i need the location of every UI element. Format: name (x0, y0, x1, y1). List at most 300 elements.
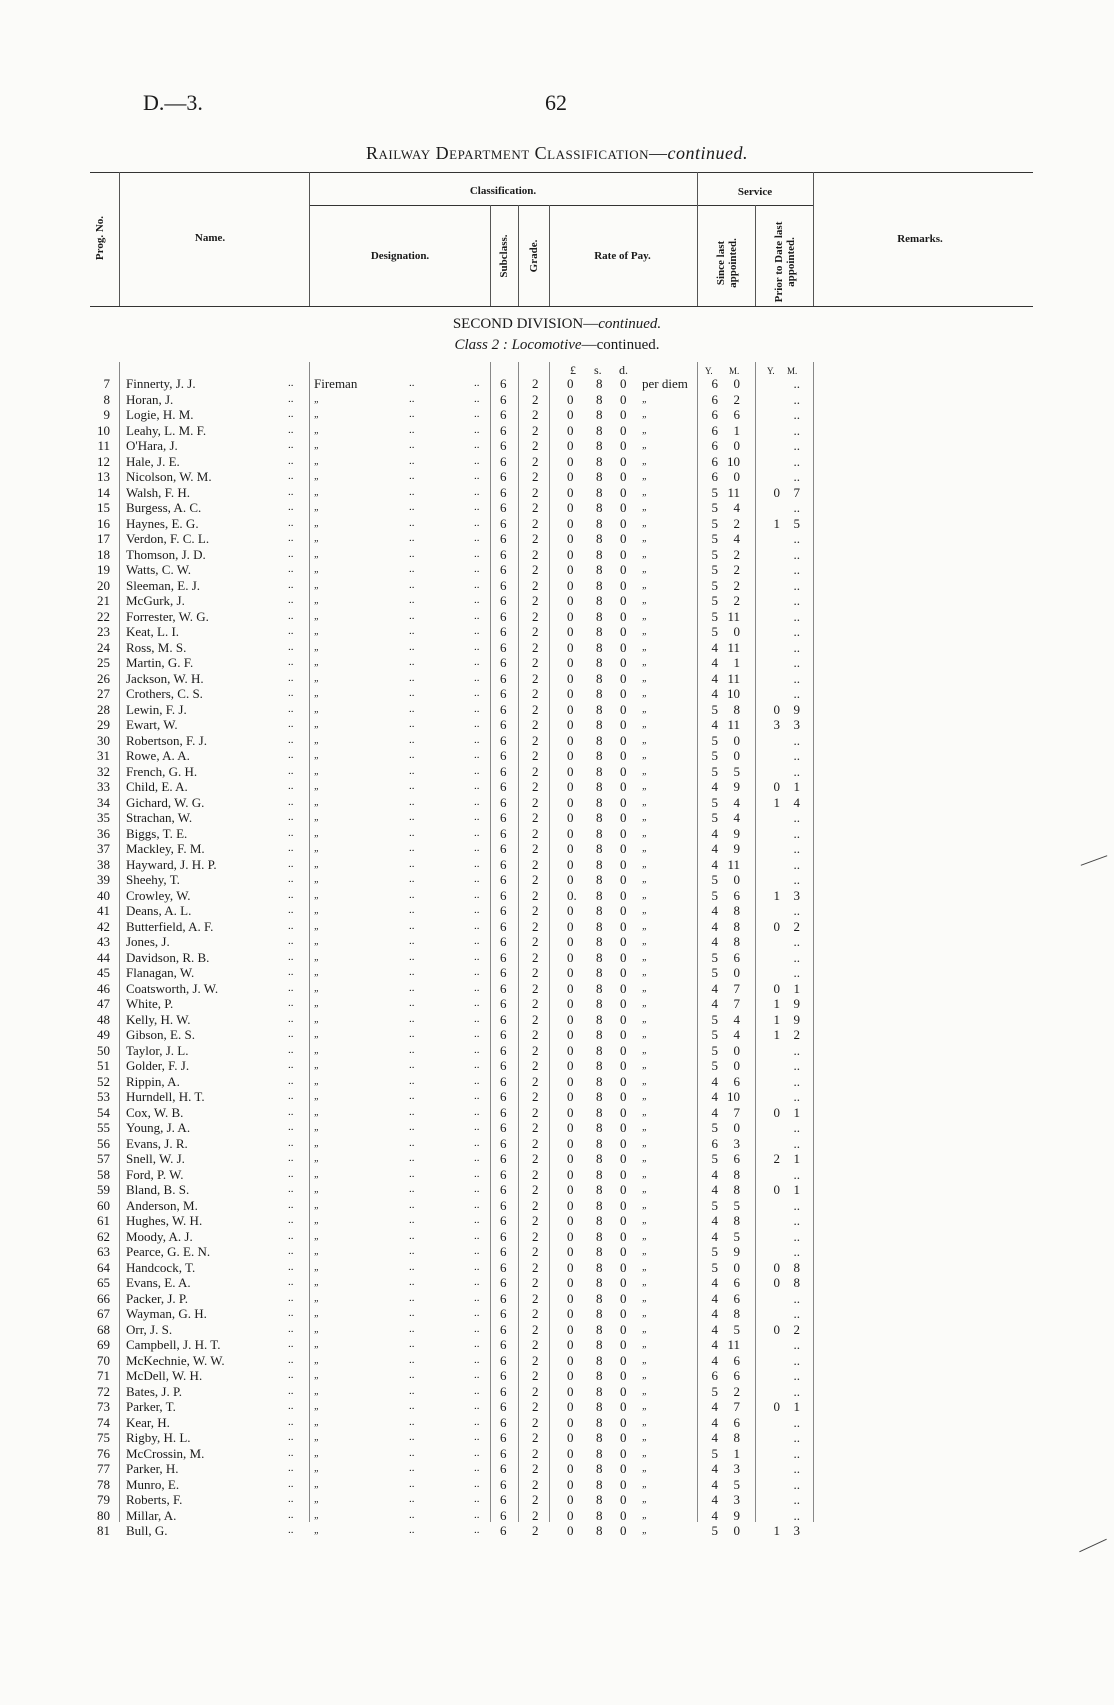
since-months-cell: 8 (733, 1213, 740, 1228)
table-row (0, 1027, 1114, 1042)
table-row (0, 1477, 1114, 1492)
pay-pounds-cell: 0 (567, 856, 574, 872)
since-years-cell: 4 (711, 1275, 718, 1290)
table-row (0, 996, 1114, 1011)
pay-pounds-cell: 0 (567, 1027, 574, 1042)
since-years-cell: 4 (711, 1492, 718, 1507)
pay-pence-cell: 0 (620, 1321, 627, 1337)
prior-months-cell: 7 (793, 484, 800, 500)
per-diem-cell: „ (642, 1308, 648, 1319)
leader-dots: .. (474, 501, 480, 513)
leader-dots: .. (409, 702, 415, 715)
subclass-cell: 6 (500, 1011, 507, 1027)
designation-cell: „ (314, 719, 320, 730)
since-months-cell: 9 (733, 779, 740, 794)
subclass-cell: 6 (500, 779, 507, 794)
prior-months-cell: .. (793, 965, 800, 980)
per-diem-cell: „ (642, 657, 648, 668)
prior-months-cell: 5 (793, 515, 800, 531)
leader-dots: .. (409, 1260, 415, 1273)
per-diem-cell: „ (642, 998, 648, 1009)
since-months-cell: 0 (733, 1523, 740, 1538)
unit-months-1: M. (729, 366, 740, 376)
since-years-cell: 6 (711, 453, 718, 469)
leader-dots: .. (474, 671, 480, 684)
prior-months-cell: .. (793, 1213, 800, 1228)
prog-no-cell: 47 (97, 996, 110, 1011)
since-months-cell: 6 (733, 949, 740, 965)
pay-shillings-cell: 8 (596, 1104, 603, 1120)
pay-pence-cell: 0 (620, 1073, 627, 1089)
per-diem-cell: „ (642, 920, 648, 932)
leader-dots: .. (409, 1229, 415, 1242)
table-row (0, 531, 1114, 546)
leader-dots: .. (288, 1152, 294, 1164)
leader-dots: .. (288, 842, 294, 854)
name-cell: Evans, J. R. (126, 1135, 188, 1151)
table-row (0, 1523, 1114, 1538)
grade-cell: 2 (532, 391, 539, 407)
table-row (0, 1213, 1114, 1228)
name-cell: Millar, A. (126, 1507, 177, 1523)
prior-months-cell: .. (793, 763, 800, 779)
designation-cell: „ (314, 1106, 320, 1118)
leader-dots: .. (474, 547, 480, 560)
subclass-cell: 6 (500, 1228, 507, 1244)
table-row (0, 1229, 1114, 1244)
leader-dots: .. (474, 842, 480, 854)
leader-dots: .. (288, 780, 294, 792)
since-months-cell: 6 (733, 407, 740, 422)
grade-cell: 2 (532, 1414, 539, 1430)
grade-cell: 2 (532, 1104, 539, 1120)
leader-dots: .. (409, 1043, 415, 1056)
per-diem-cell: „ (642, 1091, 648, 1102)
since-months-cell: 6 (733, 1414, 740, 1430)
pay-shillings-cell: 8 (596, 701, 603, 717)
pay-pence-cell: 0 (620, 639, 627, 655)
pay-pence-cell: 0 (620, 376, 627, 391)
leader-dots: .. (474, 1198, 480, 1211)
pay-pence-cell: 0 (620, 670, 627, 686)
subclass-cell: 6 (500, 1461, 507, 1476)
pay-shillings-cell: 8 (596, 1259, 603, 1275)
designation-cell: „ (314, 1432, 320, 1443)
prior-months-cell: .. (793, 376, 800, 391)
since-months-cell: 1 (733, 655, 740, 670)
table-row (0, 1415, 1114, 1430)
subclass-cell: 6 (500, 934, 507, 949)
leader-dots: .. (474, 1012, 480, 1025)
leader-dots: .. (409, 997, 415, 1009)
since-months-cell: 8 (733, 903, 740, 918)
per-diem-cell: „ (642, 703, 648, 715)
pay-pence-cell: 0 (620, 1445, 627, 1461)
pay-shillings-cell: 8 (596, 779, 603, 794)
pay-pounds-cell: 0 (567, 1228, 574, 1244)
leader-dots: .. (288, 640, 294, 653)
designation-cell: „ (314, 1292, 320, 1304)
name-cell: Gibson, E. S. (126, 1027, 195, 1042)
since-years-cell: 6 (711, 438, 718, 453)
pay-shillings-cell: 8 (596, 1073, 603, 1089)
designation-cell: „ (314, 1060, 320, 1071)
table-row (0, 795, 1114, 810)
pay-shillings-cell: 8 (596, 376, 603, 391)
prior-months-cell: 8 (793, 1275, 800, 1290)
name-cell: Thomson, J. D. (126, 546, 206, 562)
prog-no-cell: 38 (97, 856, 110, 872)
leader-dots: .. (409, 935, 415, 947)
per-diem-cell: „ (642, 1509, 648, 1521)
table-row (0, 1012, 1114, 1027)
since-months-cell: 8 (733, 1182, 740, 1197)
prog-no-cell: 8 (103, 391, 110, 407)
leader-dots: .. (474, 1462, 480, 1474)
per-diem-cell: „ (642, 734, 648, 746)
prog-no-cell: 80 (97, 1507, 110, 1523)
pay-shillings-cell: 8 (596, 1244, 603, 1259)
margin-mark (1079, 1539, 1107, 1553)
since-months-cell: 10 (727, 453, 740, 469)
name-cell: Handcock, T. (126, 1259, 196, 1275)
per-diem-cell: „ (642, 424, 648, 436)
prior-months-cell: 9 (793, 1011, 800, 1027)
grade-cell: 2 (532, 1058, 539, 1073)
pay-shillings-cell: 8 (596, 1306, 603, 1321)
pay-pounds-cell: 0 (567, 438, 574, 453)
designation-cell: „ (314, 1323, 320, 1335)
pay-pence-cell: 0 (620, 438, 627, 453)
prior-months-cell: 2 (793, 918, 800, 934)
designation-cell: „ (314, 455, 320, 467)
name-cell: O'Hara, J. (126, 438, 178, 453)
pay-shillings-cell: 8 (596, 1321, 603, 1337)
pay-pence-cell: 0 (620, 1027, 627, 1042)
pay-pounds-cell: 0 (567, 1523, 574, 1538)
prog-no-cell: 39 (97, 872, 110, 887)
per-diem-cell: „ (642, 1230, 648, 1242)
name-cell: Rippin, A. (126, 1073, 180, 1089)
table-row (0, 1384, 1114, 1399)
leader-dots: .. (474, 1276, 480, 1288)
leader-dots: .. (288, 578, 294, 591)
leader-dots: .. (474, 485, 480, 498)
pay-pence-cell: 0 (620, 1290, 627, 1306)
prog-no-cell: 50 (97, 1042, 110, 1058)
name-cell: Flanagan, W. (126, 965, 195, 980)
leader-dots: .. (409, 1322, 415, 1335)
grade-cell: 2 (532, 546, 539, 562)
designation-cell: „ (314, 595, 320, 606)
since-months-cell: 0 (733, 1259, 740, 1275)
prior-months-cell: 3 (793, 1523, 800, 1538)
since-years-cell: 5 (711, 965, 718, 980)
leader-dots: .. (288, 1384, 294, 1397)
table-row (0, 407, 1114, 422)
pay-pounds-cell: 0 (567, 1430, 574, 1445)
name-cell: Munro, E. (126, 1476, 180, 1492)
prior-months-cell: 2 (793, 1027, 800, 1042)
leader-dots: .. (409, 671, 415, 684)
pay-pounds-cell: 0 (567, 1321, 574, 1337)
subclass-cell: 6 (500, 1430, 507, 1445)
name-cell: Hale, J. E. (126, 453, 180, 469)
grade-cell: 2 (532, 531, 539, 546)
prior-months-cell: .. (793, 903, 800, 918)
grade-cell: 2 (532, 1073, 539, 1089)
subclass-cell: 6 (500, 639, 507, 655)
pay-pounds-cell: 0 (567, 996, 574, 1011)
grade-cell: 2 (532, 562, 539, 577)
pay-pounds-cell: 0 (567, 624, 574, 639)
designation-cell: „ (314, 440, 320, 451)
per-diem-cell: „ (642, 1370, 648, 1381)
prog-no-cell: 34 (97, 794, 110, 810)
since-years-cell: 4 (711, 1476, 718, 1492)
name-cell: Sleeman, E. J. (126, 577, 201, 593)
name-cell: Kelly, H. W. (126, 1011, 191, 1027)
per-diem-cell: „ (642, 1416, 648, 1428)
name-cell: Ross, M. S. (126, 639, 187, 655)
since-years-cell: 5 (711, 546, 718, 562)
prior-months-cell: .. (793, 670, 800, 686)
leader-dots: .. (474, 1353, 480, 1366)
since-years-cell: 6 (711, 1135, 718, 1151)
leader-dots: .. (288, 811, 294, 823)
table-row (0, 733, 1114, 748)
grade-cell: 2 (532, 825, 539, 841)
prog-no-cell: 48 (97, 1011, 110, 1027)
per-diem-cell: „ (642, 1339, 648, 1350)
header-name: Name. (194, 232, 226, 244)
prog-no-cell: 26 (97, 670, 110, 686)
leader-dots: .. (474, 1028, 480, 1040)
table-row (0, 888, 1114, 903)
pay-shillings-cell: 8 (596, 624, 603, 639)
since-years-cell: 5 (711, 531, 718, 546)
subclass-cell: 6 (500, 1073, 507, 1089)
pay-pounds-cell: 0 (567, 949, 574, 965)
prog-no-cell: 30 (97, 732, 110, 748)
grade-cell: 2 (532, 1306, 539, 1321)
designation-cell: „ (314, 734, 320, 746)
pay-shillings-cell: 8 (596, 887, 603, 903)
pay-shillings-cell: 8 (596, 500, 603, 515)
pay-shillings-cell: 8 (596, 763, 603, 779)
name-cell: Evans, E. A. (126, 1275, 191, 1290)
table-row (0, 950, 1114, 965)
table-row (0, 438, 1114, 453)
name-cell: White, P. (126, 996, 174, 1011)
per-diem-cell: „ (642, 812, 648, 823)
pay-pounds-cell: 0 (567, 422, 574, 438)
since-months-cell: 11 (727, 1337, 740, 1352)
since-years-cell: 4 (711, 1414, 718, 1430)
leader-dots: .. (474, 1074, 480, 1087)
pay-pounds-cell: 0 (567, 1120, 574, 1135)
since-years-cell: 5 (711, 624, 718, 639)
subclass-cell: 6 (500, 1135, 507, 1151)
pay-pounds-cell: 0 (567, 1352, 574, 1368)
pay-pounds-cell: 0 (567, 1073, 574, 1089)
designation-cell: „ (314, 641, 320, 653)
leader-dots: .. (474, 1090, 480, 1102)
pay-pence-cell: 0 (620, 407, 627, 422)
pay-pence-cell: 0 (620, 1476, 627, 1492)
designation-cell: „ (314, 1401, 320, 1412)
subclass-cell: 6 (500, 825, 507, 841)
leader-dots: .. (474, 764, 480, 777)
leader-dots: .. (409, 578, 415, 591)
leader-dots: .. (288, 702, 294, 715)
leader-dots: .. (409, 811, 415, 823)
per-diem-cell: „ (642, 951, 648, 963)
since-years-cell: 4 (711, 1461, 718, 1476)
pay-pounds-cell: 0 (567, 1461, 574, 1476)
table-row (0, 1120, 1114, 1135)
pay-pence-cell: 0 (620, 1182, 627, 1197)
per-diem-cell: „ (642, 1478, 648, 1490)
leader-dots: .. (288, 532, 294, 544)
designation-cell: „ (314, 1168, 320, 1180)
since-months-cell: 11 (727, 484, 740, 500)
name-cell: Rowe, A. A. (126, 748, 190, 763)
leader-dots: .. (409, 749, 415, 761)
grade-cell: 2 (532, 422, 539, 438)
name-cell: Packer, J. P. (126, 1290, 188, 1306)
table-row (0, 392, 1114, 407)
prior-months-cell: 9 (793, 996, 800, 1011)
subclass-cell: 6 (500, 794, 507, 810)
table-row (0, 562, 1114, 577)
leader-dots: .. (288, 1136, 294, 1149)
designation-cell: „ (314, 1044, 320, 1056)
leader-dots: .. (288, 392, 294, 405)
pay-shillings-cell: 8 (596, 1213, 603, 1228)
grade-cell: 2 (532, 1399, 539, 1414)
since-years-cell: 5 (711, 1058, 718, 1073)
pay-shillings-cell: 8 (596, 918, 603, 934)
grade-cell: 2 (532, 1461, 539, 1476)
pay-pence-cell: 0 (620, 903, 627, 918)
leader-dots: .. (288, 1028, 294, 1040)
subclass-cell: 6 (500, 1306, 507, 1321)
pay-shillings-cell: 8 (596, 949, 603, 965)
since-years-cell: 5 (711, 1244, 718, 1259)
since-months-cell: 8 (733, 1430, 740, 1445)
since-months-cell: 8 (733, 1166, 740, 1182)
since-months-cell: 0 (733, 732, 740, 748)
prior-months-cell: .. (793, 1306, 800, 1321)
pay-pence-cell: 0 (620, 1507, 627, 1523)
since-months-cell: 0 (733, 872, 740, 887)
since-years-cell: 4 (711, 934, 718, 949)
name-cell: Finnerty, J. J. (126, 376, 196, 391)
table-row (0, 903, 1114, 918)
leader-dots: .. (474, 1524, 480, 1536)
leader-dots: .. (409, 718, 415, 730)
leader-dots: .. (288, 516, 294, 529)
pay-pence-cell: 0 (620, 1368, 627, 1383)
since-years-cell: 4 (711, 841, 718, 856)
subclass-cell: 6 (500, 810, 507, 825)
leader-dots: .. (409, 501, 415, 513)
designation-cell: „ (314, 1013, 320, 1025)
leader-dots: .. (409, 873, 415, 885)
per-diem-cell: „ (642, 1029, 648, 1040)
prior-months-cell: 4 (793, 794, 800, 810)
subclass-cell: 6 (500, 469, 507, 484)
prior-months-cell: 3 (793, 717, 800, 732)
designation-cell: „ (314, 920, 320, 932)
leader-dots: .. (474, 377, 480, 389)
since-months-cell: 7 (733, 1104, 740, 1120)
table-row (0, 1043, 1114, 1058)
per-diem-cell: „ (642, 874, 648, 885)
leader-dots: .. (409, 1074, 415, 1087)
prior-months-cell: .. (793, 624, 800, 639)
per-diem-cell: „ (642, 548, 648, 560)
leader-dots: .. (288, 563, 294, 575)
per-diem-cell: „ (642, 967, 648, 978)
pay-shillings-cell: 8 (596, 1383, 603, 1399)
per-diem-cell: „ (642, 1246, 648, 1257)
prog-no-cell: 60 (97, 1197, 110, 1213)
subclass-cell: 6 (500, 903, 507, 918)
prog-no-cell: 36 (97, 825, 110, 841)
leader-dots: .. (288, 485, 294, 498)
leader-dots: .. (409, 1291, 415, 1304)
per-diem-cell: „ (642, 1494, 648, 1505)
table-row (0, 1151, 1114, 1166)
leader-dots: .. (288, 1508, 294, 1521)
leader-dots: .. (409, 1105, 415, 1118)
per-diem-cell: „ (642, 1075, 648, 1087)
table-row (0, 1275, 1114, 1290)
name-cell: Ewart, W. (126, 717, 178, 732)
subclass-cell: 6 (500, 1507, 507, 1523)
name-cell: Ford, P. W. (126, 1166, 184, 1182)
division-title: SECOND DIVISION— (452, 316, 599, 332)
leader-dots: .. (409, 1136, 415, 1149)
table-row (0, 1182, 1114, 1197)
leader-dots: .. (474, 795, 480, 808)
prog-no-cell: 70 (97, 1352, 110, 1368)
subclass-cell: 6 (500, 422, 507, 438)
per-diem-cell: „ (642, 471, 648, 482)
pay-pounds-cell: 0 (567, 1089, 574, 1104)
designation-cell: „ (314, 1277, 320, 1288)
prior-months-cell: .. (793, 1228, 800, 1244)
per-diem-cell: „ (642, 905, 648, 916)
grade-cell: 2 (532, 794, 539, 810)
leader-dots: .. (288, 873, 294, 885)
header-top-rule (90, 172, 1033, 173)
per-diem-cell: „ (642, 1168, 648, 1180)
pay-shillings-cell: 8 (596, 453, 603, 469)
grade-cell: 2 (532, 1120, 539, 1135)
per-diem-cell: „ (642, 1463, 648, 1474)
leader-dots: .. (474, 454, 480, 467)
prior-months-cell: .. (793, 639, 800, 655)
per-diem-cell: „ (642, 393, 648, 405)
pay-pounds-cell: 0 (567, 779, 574, 794)
prog-no-cell: 73 (97, 1399, 110, 1414)
designation-cell: „ (314, 1199, 320, 1211)
designation-cell: „ (314, 967, 320, 978)
table-row (0, 717, 1114, 732)
